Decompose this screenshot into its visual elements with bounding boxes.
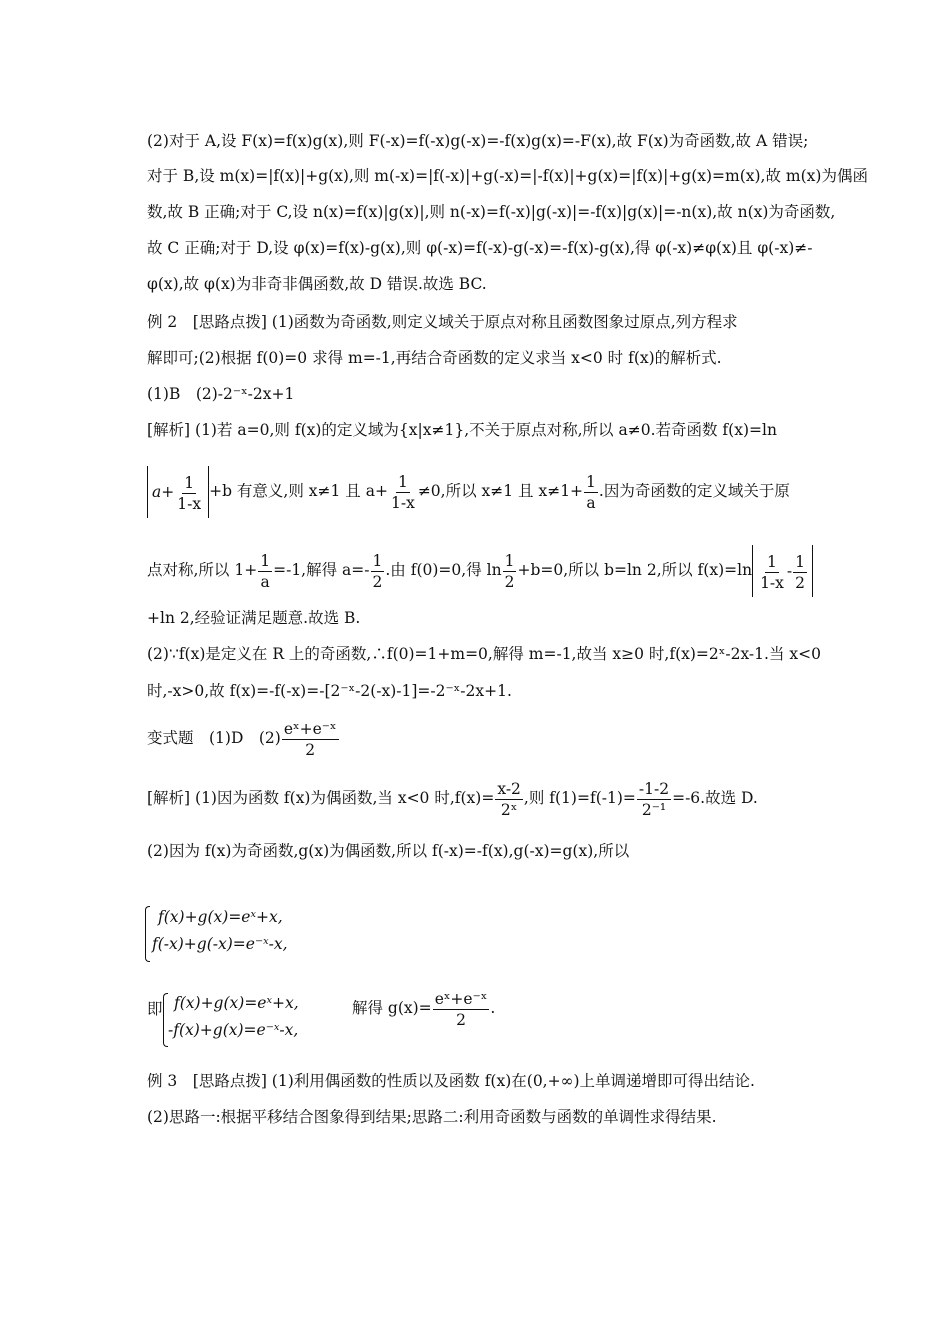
formula-line: 点对称,所以 1+ $\frac{1}{a}$ =-1,解得 a=- $\frac{1}{2}$ .由 f(0)=0,得 ln $\frac{1}{2}$ +b=0,所以 b=ln 2,所以 f(x)=ln $\frac{1}{1-x}$ - $\frac{1}{2}$ <box>147 545 860 597</box>
system-prefix: 即 <box>147 1000 163 1018</box>
text-line: φ(x),故 φ(x)为非奇非偶函数,故 D 错误.故选 BC. <box>147 275 487 293</box>
equation: f(x)+g(x)=eˣ+x, <box>158 908 283 926</box>
fraction: $\frac{-1-2}{\text{2⁻¹}}$ <box>638 779 670 819</box>
fraction: $\frac{\text{eˣ+e⁻ˣ}}{2}$ <box>283 719 337 759</box>
text-line: (2)∵f(x)是定义在 R 上的奇函数,∴f(0)=1+m=0,解得 m=-1,故当 x≥0 时,f(x)=2ˣ-2x-1.当 x<0 <box>147 645 821 663</box>
fraction: $\frac{\text{eˣ+e⁻ˣ}}{2}$ <box>434 989 488 1029</box>
text-line: 时,-x>0,故 f(x)=-f(-x)=-[2⁻ˣ-2(-x)-1]=-2⁻ˣ-2x+1. <box>147 682 512 700</box>
fraction: $\frac{1}{2}$ <box>372 551 383 591</box>
text-line: 解即可;(2)根据 f(0)=0 求得 m=-1,再结合奇函数的定义求当 x<0 时 f(x)的解析式. <box>147 349 722 367</box>
text-line: [解析] (1)若 a=0,则 f(x)的定义域为{x|x≠1},不关于原点对称,所以 a≠0.若奇函数 f(x)=ln <box>147 421 777 439</box>
equation: f(x)+g(x)=eˣ+x, <box>174 994 299 1012</box>
abs-expression: a+ $\frac{1}{1-x}$ <box>147 466 209 518</box>
text-line: 例 2 [思路点拨] (1)函数为奇函数,则定义域关于原点对称且函数图象过原点,列方程求 <box>147 313 738 331</box>
fraction: $\frac{1}{1-x}$ <box>390 472 415 512</box>
text-line: (2)思路一:根据平移结合图象得到结果;思路二:利用奇函数与函数的单调性求得结果. <box>147 1108 717 1126</box>
fraction: $\frac{x-2}{\text{2ˣ}}$ <box>497 779 521 819</box>
text-line: 对于 B,设 m(x)=|f(x)|+g(x),则 m(-x)=|f(-x)|+g(-x)=|-f(x)|+g(x)=|f(x)|+g(x)=m(x),故 m(x)为偶函 <box>147 167 868 185</box>
text-line: 数,故 B 正确;对于 C,设 n(x)=f(x)|g(x)|,则 n(-x)=f(-x)|g(-x)|=-f(x)|g(x)|=-n(x),故 n(x)为奇函数, <box>147 203 836 221</box>
fraction: $\frac{1}{2}$ <box>795 552 806 592</box>
text-line: (2)对于 A,设 F(x)=f(x)g(x),则 F(-x)=f(-x)g(-x)=-f(x)g(x)=-F(x),故 F(x)为奇函数,故 A 错误; <box>147 132 809 150</box>
text-line: +ln 2,经验证满足题意.故选 B. <box>147 609 361 627</box>
solution: 解得 g(x)= $\frac{\text{eˣ+e⁻ˣ}}{2}$ . <box>352 989 496 1029</box>
formula-line: [解析] (1)因为函数 f(x)为偶函数,当 x<0 时,f(x)= $\frac{x-2}{\text{2ˣ}}$ ,则 f(1)=f(-1)= $\frac{-1-2}{\text{2⁻¹}}$ =-6.故选 D. <box>147 779 758 819</box>
text-line: (2)因为 f(x)为奇函数,g(x)为偶函数,所以 f(-x)=-f(x),g(-x)=g(x),所以 <box>147 842 630 860</box>
abs-expression: $\frac{1}{1-x}$ - $\frac{1}{2}$ <box>752 545 813 597</box>
fraction: $\frac{1}{a}$ <box>260 551 271 591</box>
equation: f(-x)+g(-x)=e⁻ˣ-x, <box>152 935 288 953</box>
fraction: $\frac{1}{1-x}$ <box>760 552 784 592</box>
text-line: 故 C 正确;对于 D,设 φ(x)=f(x)-g(x),则 φ(-x)=f(-x)-g(-x)=-f(x)-g(x),得 φ(-x)≠φ(x)且 φ(-x)≠- <box>147 239 813 257</box>
equation: -f(x)+g(x)=e⁻ˣ-x, <box>168 1021 299 1039</box>
text-line: 例 3 [思路点拨] (1)利用偶函数的性质以及函数 f(x)在(0,+∞)上单调递增即可得出结论. <box>147 1072 755 1090</box>
fraction: $\frac{1}{1-x}$ <box>177 473 202 513</box>
brace <box>145 906 150 962</box>
fraction: $\frac{1}{a}$ <box>586 472 596 512</box>
formula-line: a+ $\frac{1}{1-x}$ +b 有意义,则 x≠1 且 a+ $\frac{1}{1-x}$ ≠0,所以 x≠1 且 x≠1+ $\frac{1}{a}$ .因为奇函数的定义域关于原 <box>147 466 860 518</box>
text-line: (1)B (2)-2⁻ˣ-2x+1 <box>147 385 295 403</box>
fraction: $\frac{1}{2}$ <box>504 551 515 591</box>
formula-line: 变式题 (1)D (2) $\frac{\text{eˣ+e⁻ˣ}}{2}$ <box>147 719 337 759</box>
